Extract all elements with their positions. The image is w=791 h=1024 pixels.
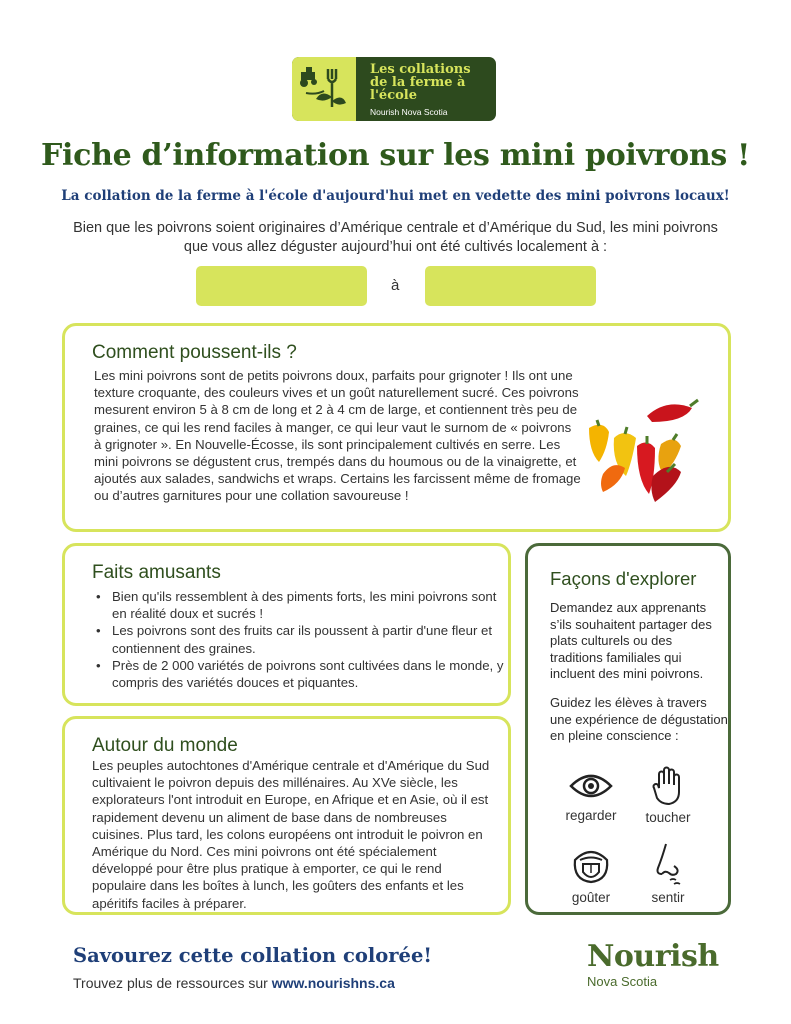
nose-icon: [652, 840, 684, 886]
page-subtitle: La collation de la ferme à l'école d'aujourd'hui met en vedette des mini poivrons locaux!: [61, 188, 730, 204]
eye-icon: [568, 768, 614, 804]
fact-item: • Les poivrons sont des fruits car ils poussent à partir d'une fleur et contiennent des graines.: [96, 622, 506, 656]
explore-heading: Façons d'explorer: [550, 568, 697, 589]
logo-icon-panel: [292, 57, 356, 121]
farm-to-school-logo: [292, 57, 496, 121]
explore-card: [525, 543, 731, 915]
page-title: Fiche d’information sur les mini poivrons !: [41, 138, 750, 173]
grow-card: [62, 323, 731, 532]
footer-resources: [73, 975, 395, 991]
fill-in-farm-field[interactable]: [425, 266, 596, 306]
world-text: Les peuples autochtones d'Amérique centrale et d'Amérique du Sud cultivaient le poivron depuis des millénaires. Au XVe siècle, les explorateurs l'ont introduit en Europe, en Afrique et en Asie, où il est rapidement devenu un aliment de base dans de nombreuses cuisines. Plus tard, les colons européens ont introduit le poivron en Amérique du Nord. Ces mini poivrons ont été spécialement développé pour être plus pratique à emporter, ce qui le rend populaire dans les boîtes à lunch, les goûters des enfants et les apéritifs faciles à préparer.: [92, 758, 490, 911]
footer-title: Savourez cette collation colorée!: [73, 944, 432, 967]
brand-name: Nourish: [587, 939, 719, 974]
grow-heading: Comment poussent-ils ?: [92, 342, 297, 363]
footer-url-link[interactable]: www.nourishns.ca: [271, 975, 395, 991]
fact-item: • Bien qu'ils ressemblent à des piments forts, les mini poivrons sont en réalité doux et sucrés !: [96, 588, 506, 622]
footer-resources-prefix: Trouvez plus de ressources sur: [73, 975, 272, 991]
mini-peppers-image: [579, 376, 729, 506]
world-heading: Autour du monde: [92, 735, 238, 756]
facts-list: [96, 588, 506, 691]
fun-facts-card: [62, 543, 511, 706]
brand-sub: Nova Scotia: [587, 974, 658, 989]
logo-line-3: l'école: [370, 88, 417, 103]
sense-touch: [623, 766, 713, 825]
intro-text: Bien que les poivrons soient originaires d’Amérique centrale et d’Amérique du Sud, les mini poivrons que vous allez déguster aujourd’hui ont été cultivés localement à :: [73, 220, 718, 255]
around-world-card: [62, 716, 511, 915]
logo-org: Nourish Nova Scotia: [370, 107, 448, 117]
sense-taste-label: goûter: [571, 890, 611, 905]
fill-in-separator: à: [391, 277, 400, 294]
hand-icon: [650, 766, 686, 806]
sense-smell-label: sentir: [651, 890, 685, 905]
logo-line-2: de la ferme à: [370, 75, 466, 90]
fact-item: • Près de 2 000 variétés de poivrons sont cultivées dans le monde, y compris des variétés douces et piquantes.: [96, 657, 506, 691]
sense-touch-label: toucher: [645, 810, 691, 825]
grow-text: Les mini poivrons sont de petits poivrons doux, parfaits pour grignoter ! Ils ont une texture croquante, des couleurs vives et un goût naturellement sucré. Ces poivrons mesurent environ 5 à 8 cm de long et 2 à 4 cm de large, et contiennent très peu de graines, ce qui les rend faciles à manger, ce qui leur vaut le surnom de « poivrons à grignoter ». En Nouvelle-Écosse, ils sont principalement cultivés en serre. Les mini poivrons se dégustent crus, trempés dans du houmous ou de la vinaigrette, et ajoutés aux salades, sandwichs et wraps. Certains les farcissent même de fromage ou d’autres garnitures pour une collation savoureuse !: [94, 368, 581, 504]
tongue-icon: [571, 842, 611, 886]
explore-para-2: Guidez les élèves à travers une expérience de dégustation en pleine conscience :: [550, 695, 728, 743]
logo-line-1: Les collations: [370, 62, 471, 77]
facts-heading: Faits amusants: [92, 562, 221, 583]
sense-look-label: regarder: [565, 808, 617, 823]
explore-para-1: Demandez aux apprenants s’ils souhaitent partager des plats culturels ou des traditions familiales qui incluent des mini poivrons.: [550, 600, 712, 681]
fill-in-community-field[interactable]: [196, 266, 367, 306]
sense-smell: [623, 840, 713, 905]
nourish-logo: [587, 939, 747, 989]
tractor-fork-icon: [292, 57, 356, 121]
